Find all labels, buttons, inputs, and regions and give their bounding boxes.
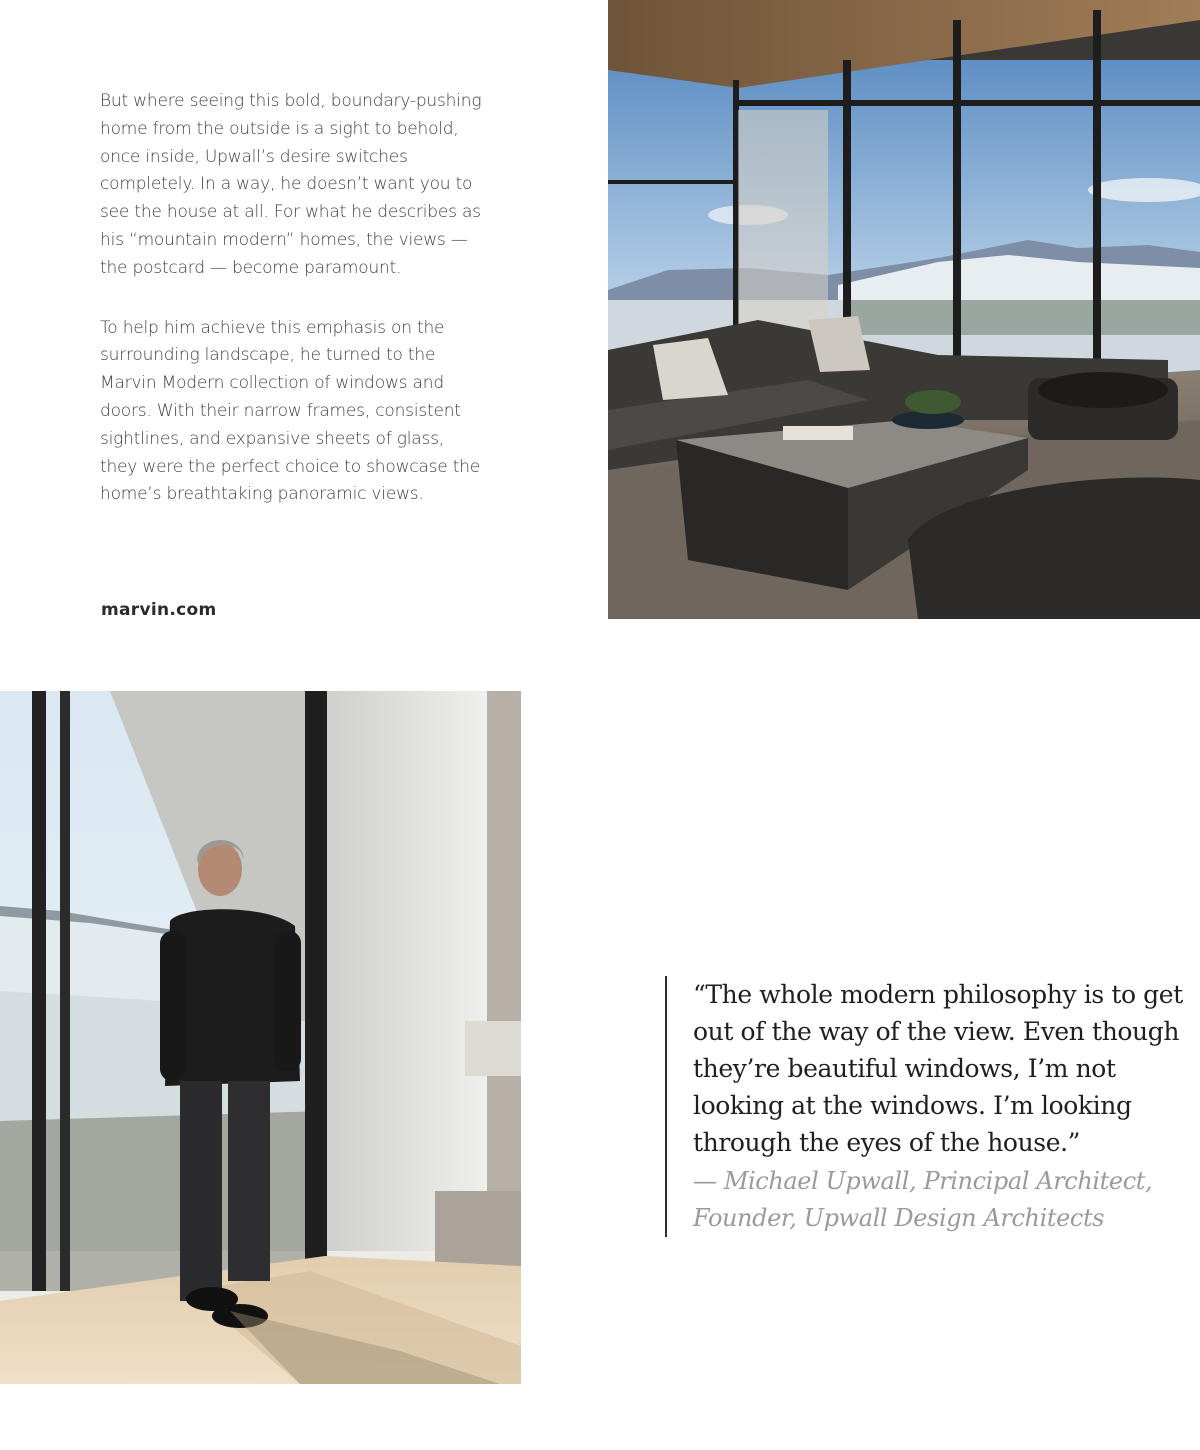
living-room-photo [608,0,1200,619]
marvin-website-link[interactable]: marvin.com [101,600,217,620]
article-paragraph: To help him achieve this emphasis on the surrounding landscape, he turned to the Marvin Modern collection of windows and doors. With their narrow frames, consistent sightlines, and expansive sheets of glass, they were the perfect choice to showcase the home’s breathtaking panoramic views. [100,317,481,505]
quote-text: “The whole modern philosophy is to get out of the way of the view. Even though they’re beautiful windows, I’m not looking at the windows. I’m looking through the eyes of the house.” [693,980,1183,1157]
pull-quote [665,976,1200,1237]
living-room-illustration [608,0,1200,619]
article-paragraph: But where seeing this bold, boundary-pushing home from the outside is a sight to behold, once inside, Upwall’s desire switches completely. In a way, he doesn’t want you to see the house at all. For what he describes as his “mountain modern” homes, the views — the postcard — become paramount. [100,91,482,278]
quote-attribution: — Michael Upwall, Principal Architect, Founder, Upwall Design Architects [693,1167,1153,1232]
article-body [100,88,485,509]
architect-portrait-photo [0,691,521,1384]
architect-illustration [0,691,521,1384]
